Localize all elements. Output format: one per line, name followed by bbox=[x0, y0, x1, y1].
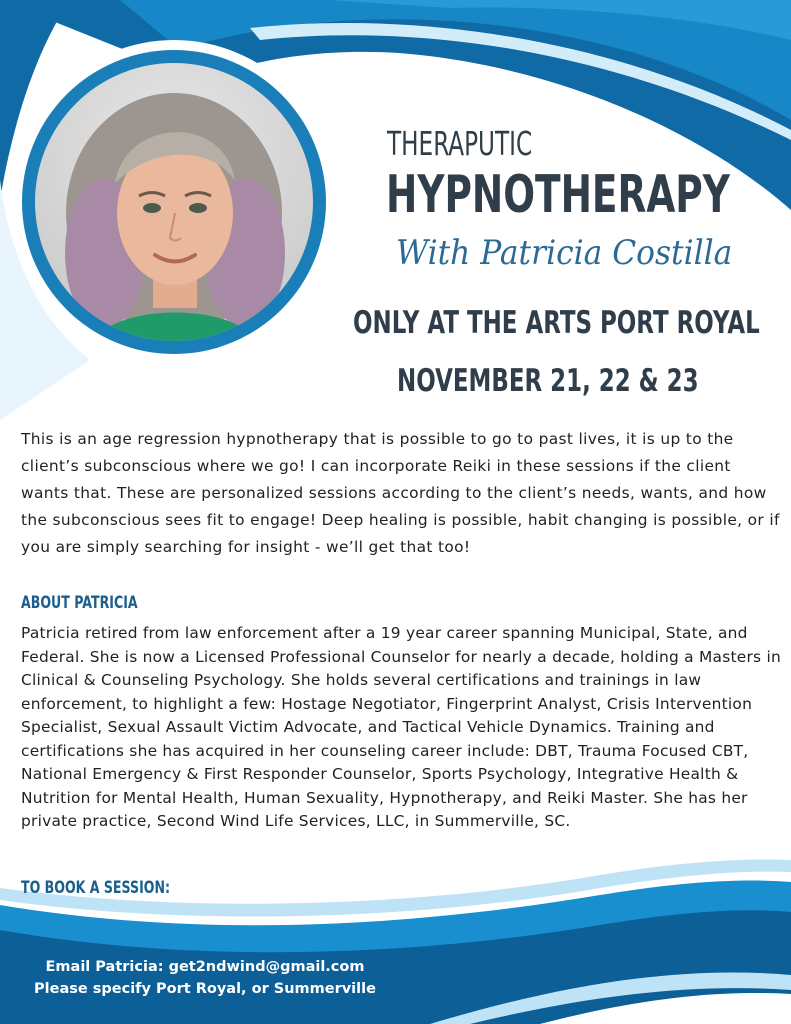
contact-location-note: Please specify Port Royal, or Summerville bbox=[34, 981, 376, 997]
title-main: HYPNOTHERAPY bbox=[386, 165, 730, 225]
dates-line: NOVEMBER 21, 22 & 23 bbox=[397, 363, 699, 399]
contact-email: Email Patricia: get2ndwind@gmail.com bbox=[45, 959, 365, 975]
about-paragraph: Patricia retired from law enforcement after a 19 year career spanning Municipal, State, and Federal. She is now a Licensed Professional Counselor for nearly a decade, holding a Masters in Clinical & Counseling Psychology. She holds several certifications and trainings in law enforcement, to highlight a few: Hostage Negotiator, Fingerprint Analyst, Crisis Intervention Specialist, Sexual Assault Victim Advocate, and Tactical Vehicle Dynamics. Training and certifications she has acquired in her counseling career include: DBT, Trauma Focused CBT, National Emergency & First Responder Counselor, Sports Psychology, Integrative Health & Nutrition for Mental Health, Human Sexuality, Hypnotherapy, and Reiki Master. She has her private practice, Second Wind Life Services, LLC, in Summerville, SC. bbox=[21, 624, 781, 830]
portrait-illustration bbox=[35, 63, 313, 341]
portrait-photo bbox=[35, 63, 313, 341]
title-tagline: With Patricia Costilla bbox=[396, 233, 733, 273]
title-subtitle: THERAPUTIC bbox=[387, 124, 533, 163]
about-heading: ABOUT PATRICIA bbox=[21, 593, 138, 613]
booking-heading: TO BOOK A SESSION: bbox=[21, 878, 171, 898]
intro-paragraph: This is an age regression hypnotherapy that is possible to go to past lives, it is up to the client’s subconscious where we go! I can incorporate Reiki in these sessions if the client wants that. These are personalized sessions according to the client’s needs, wants, and how the subconscious sees fit to engage! Deep healing is possible, habit changing is possible, or if you are simply searching for insight - we’ll get that too! bbox=[21, 430, 780, 556]
venue-line: ONLY AT THE ARTS PORT ROYAL bbox=[353, 305, 760, 341]
contact-block bbox=[20, 956, 390, 1000]
